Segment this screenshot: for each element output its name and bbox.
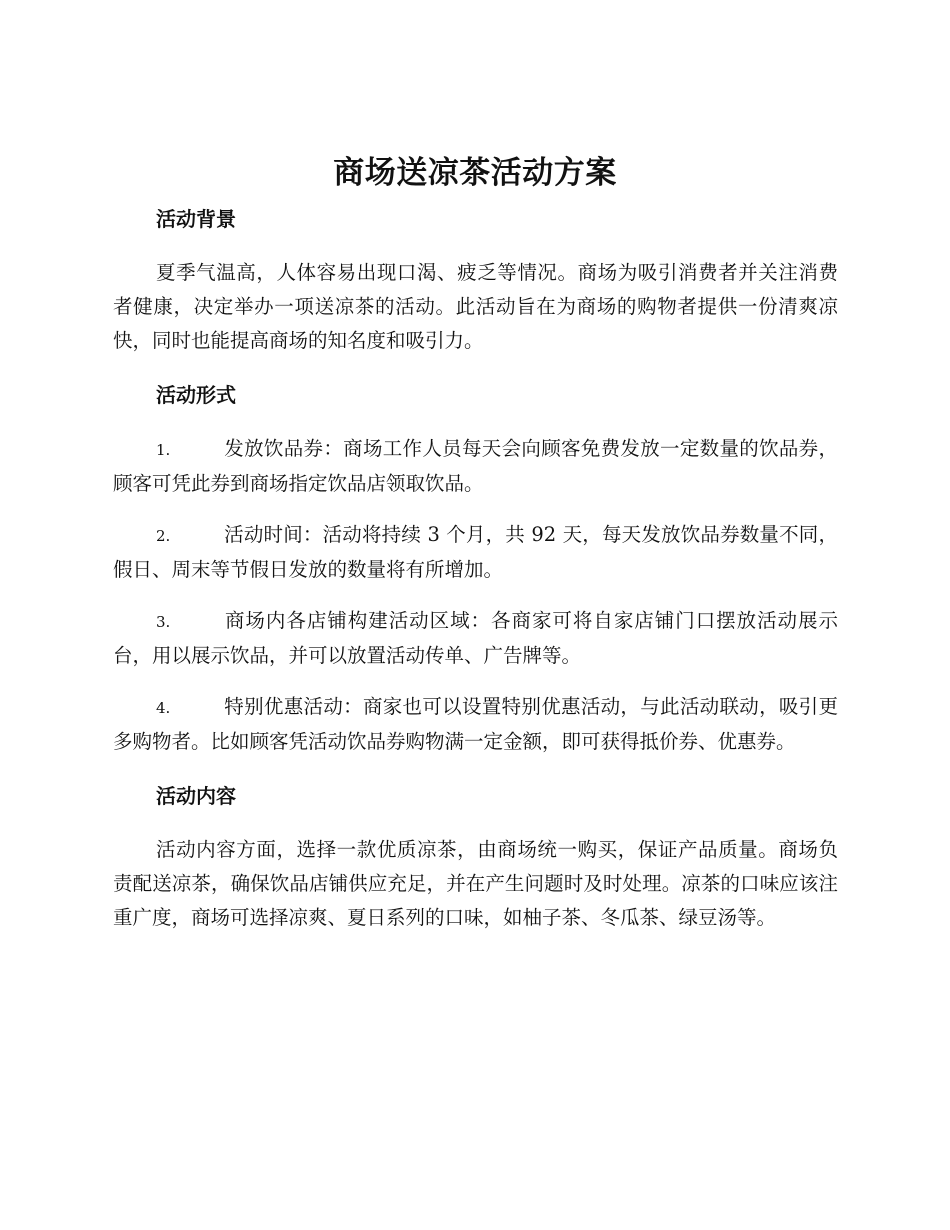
list-item [113,604,838,673]
document-body [113,200,838,935]
list-item-number: 3. [156,613,171,631]
list-item-number: 1. [156,441,171,459]
list-item [113,432,838,501]
section-paragraph-background: 夏季气温高，人体容易出现口渴、疲乏等情况。商场为吸引消费者并关注消费者健康，决定举办一项送凉茶的活动。此活动旨在为商场的购物者提供一份清爽凉快，同时也能提高商场的知名度和吸引力。 [113,261,838,352]
list-item [113,518,838,587]
section-paragraph-content: 活动内容方面，选择一款优质凉茶，由商场统一购买，保证产品质量。商场负责配送凉茶，确保饮品店铺供应充足，并在产生问题时及时处理。凉茶的口味应该注重广度，商场可选择凉爽、夏日系列的口味，如柚子茶、冬瓜茶、绿豆汤等。 [113,838,838,929]
list-item-text: 商场内各店铺构建活动区域：各商家可将自家店铺门口摆放活动展示台，用以展示饮品，并可以放置活动传单、广告牌等。 [113,609,838,667]
list-item-number: 4. [156,699,171,717]
document-title: 商场送凉茶活动方案 [333,155,617,191]
section-heading-background: 活动背景 [156,207,236,231]
list-item-text: 活动时间：活动将持续 3 个月，共 92 天，每天发放饮品券数量不同，假日、周末等节假日发放的数量将有所增加。 [113,523,838,581]
list-item [113,690,838,759]
section-heading-format: 活动形式 [156,383,236,407]
list-item-number: 2. [156,527,171,545]
section-heading-content: 活动内容 [156,784,236,808]
list-item-text: 发放饮品券：商场工作人员每天会向顾客免费发放一定数量的饮品券，顾客可凭此券到商场指定饮品店领取饮品。 [113,437,838,495]
list-item-text: 特别优惠活动：商家也可以设置特别优惠活动，与此活动联动，吸引更多购物者。比如顾客凭活动饮品券购物满一定金额，即可获得抵价券、优惠券。 [113,695,838,753]
